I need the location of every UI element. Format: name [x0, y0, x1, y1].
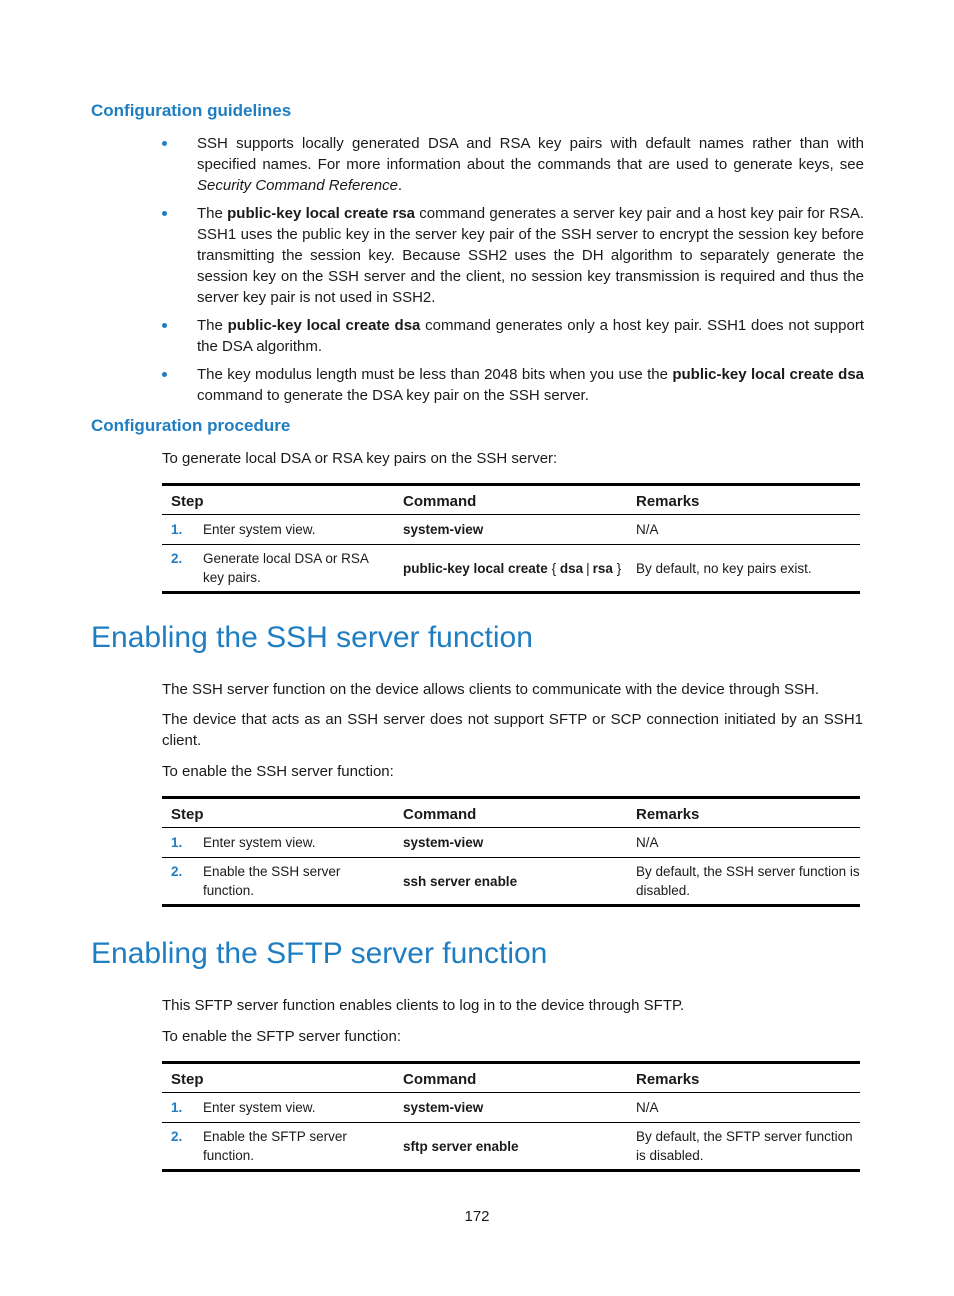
step-cell: 2. Enable the SFTP server function.	[162, 1123, 394, 1171]
table-row	[162, 1123, 860, 1171]
guidelines-list	[162, 133, 864, 413]
table-row	[162, 858, 860, 906]
sftp-server-table	[162, 1061, 860, 1172]
sftp-paragraph-1: This SFTP server function enables clients to log in to the device through SFTP.	[162, 997, 685, 1014]
step-cell: 1. Enter system view.	[162, 828, 394, 858]
step-cell: 1. Enter system view.	[162, 1093, 394, 1123]
table-row	[162, 545, 860, 593]
sftp-intro: To enable the SFTP server function:	[162, 1028, 402, 1045]
command-cell: sftp server enable	[394, 1123, 627, 1171]
section-heading-enabling-sftp-server: Enabling the SFTP server function	[91, 937, 548, 970]
command-cell: public-key local create { dsa | rsa }	[394, 545, 627, 593]
remarks-cell: N/A	[627, 515, 860, 545]
step-cell: 2. Enable the SSH server function.	[162, 858, 394, 906]
table-row	[162, 515, 860, 545]
ssh-paragraph-1: The SSH server function on the device allows clients to communicate with the device through SSH.	[162, 681, 819, 698]
ssh-intro: To enable the SSH server function:	[162, 763, 394, 780]
bullet-icon	[162, 211, 167, 216]
table-row	[162, 1093, 860, 1123]
procedure-intro: To generate local DSA or RSA key pairs on the SSH server:	[162, 450, 558, 467]
list-item: The key modulus length must be less than 2048 bits when you use the public-key local create dsa command to generate the DSA key pair on the SSH server.	[162, 364, 864, 406]
command-cell: ssh server enable	[394, 858, 627, 906]
column-header-command: Command	[394, 1063, 627, 1093]
page-number: 172	[464, 1208, 490, 1225]
command-cell: system-view	[394, 515, 627, 545]
remarks-cell: N/A	[627, 828, 860, 858]
bullet-icon	[162, 372, 167, 377]
command-keyword: public-key local create dsa	[672, 366, 865, 383]
command-keyword: public-key local create rsa	[227, 205, 416, 222]
section-heading-enabling-ssh-server: Enabling the SSH server function	[91, 621, 533, 654]
remarks-cell: By default, the SSH server function is disabled.	[627, 858, 860, 906]
bullet-icon	[162, 141, 167, 146]
command-cell: system-view	[394, 1093, 627, 1123]
section-heading-configuration-procedure: Configuration procedure	[91, 416, 291, 435]
ssh-paragraph-2: The device that acts as an SSH server does not support SFTP or SCP connection initiated by an SSH1 client.	[162, 711, 863, 749]
column-header-remarks: Remarks	[627, 1063, 860, 1093]
list-item: The public-key local create dsa command generates only a host key pair. SSH1 does not support the DSA algorithm.	[162, 315, 864, 357]
column-header-remarks: Remarks	[627, 485, 860, 515]
column-header-command: Command	[394, 485, 627, 515]
bullet-icon	[162, 323, 167, 328]
list-item: The public-key local create rsa command generates a server key pair and a host key pair for RSA. SSH1 uses the public key in the server key pair of the SSH server to encrypt the session key before transmitting the session key. Because SSH2 uses the DH algorithm to separately generate the session key on the SSH server and the client, no session key transmission is required and thus the server key pair is not used in SSH2.	[162, 203, 864, 308]
command-keyword: public-key local create dsa	[227, 317, 421, 334]
key-pair-table	[162, 483, 860, 594]
list-item: SSH supports locally generated DSA and RSA key pairs with default names rather than with specified names. For more information about the commands that are used to generate keys, see Security Command Reference.	[162, 133, 864, 196]
command-cell: system-view	[394, 828, 627, 858]
step-cell: 2. Generate local DSA or RSA key pairs.	[162, 545, 394, 593]
remarks-cell: By default, no key pairs exist.	[627, 545, 860, 593]
column-header-step: Step	[162, 485, 394, 515]
column-header-remarks: Remarks	[627, 798, 860, 828]
reference-title: Security Command Reference	[197, 177, 398, 194]
column-header-step: Step	[162, 1063, 394, 1093]
remarks-cell: By default, the SFTP server function is disabled.	[627, 1123, 860, 1171]
table-row	[162, 828, 860, 858]
remarks-cell: N/A	[627, 1093, 860, 1123]
section-heading-configuration-guidelines: Configuration guidelines	[91, 101, 292, 120]
step-cell: 1. Enter system view.	[162, 515, 394, 545]
column-header-command: Command	[394, 798, 627, 828]
ssh-server-table	[162, 796, 860, 907]
column-header-step: Step	[162, 798, 394, 828]
